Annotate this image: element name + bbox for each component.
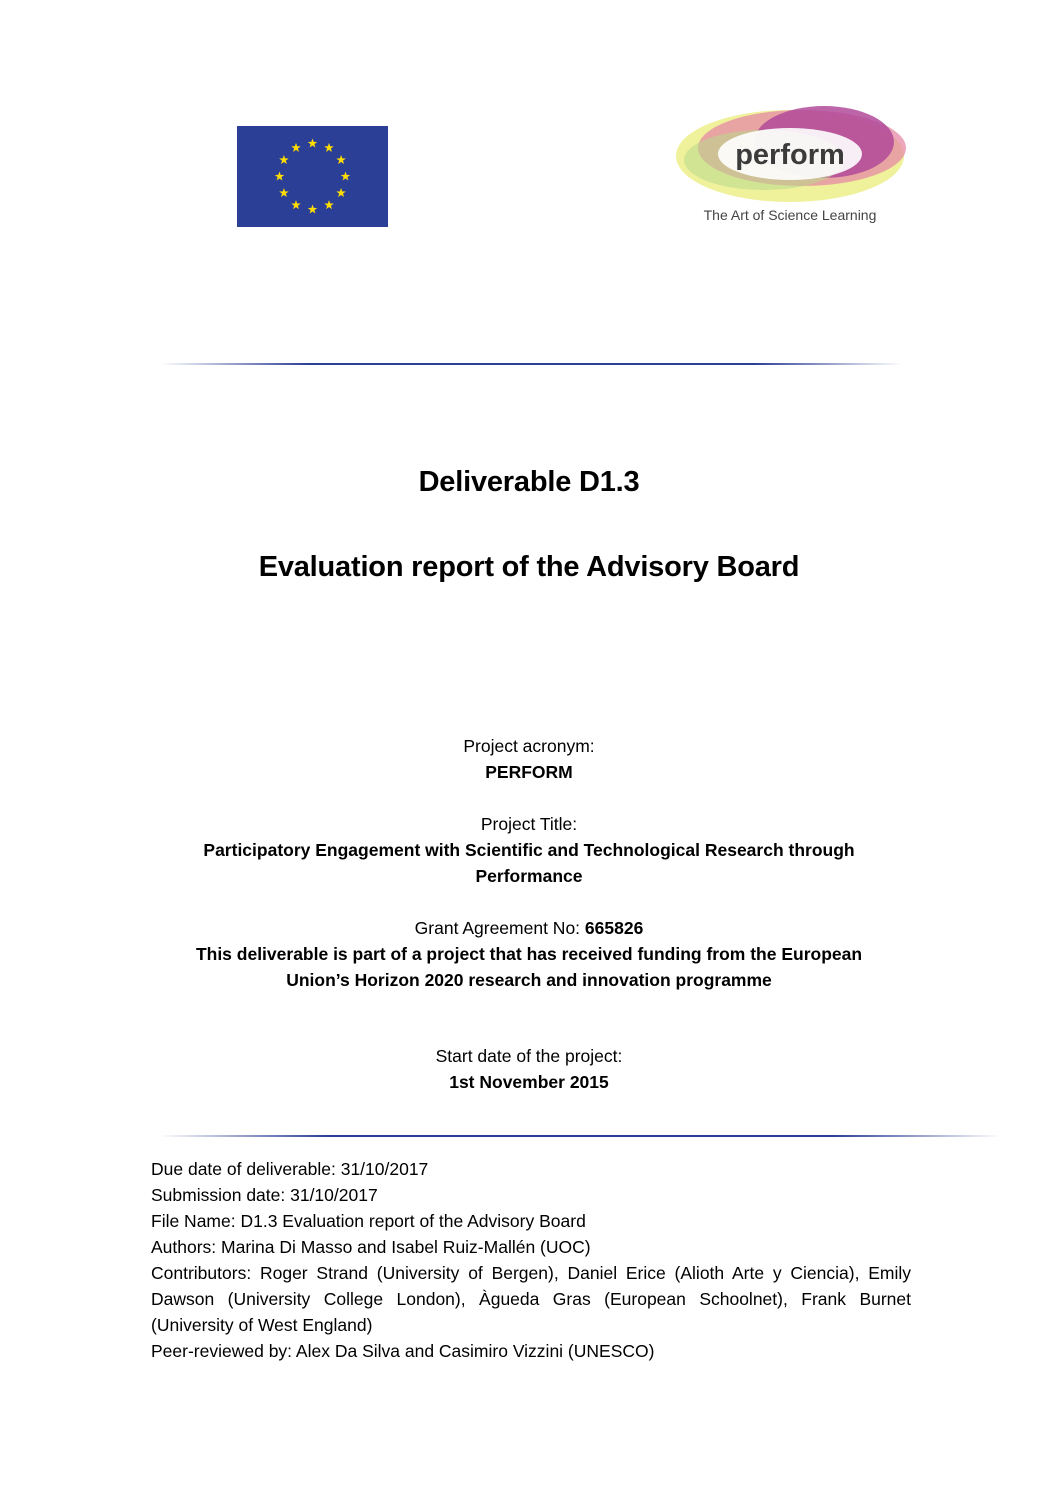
project-title-block bbox=[0, 811, 1058, 889]
deliverable-metadata bbox=[151, 1156, 911, 1364]
peer-reviewed: Peer-reviewed by: Alex Da Silva and Casimiro Vizzini (UNESCO) bbox=[151, 1341, 655, 1361]
project-acronym-block bbox=[0, 733, 1058, 785]
funding-line2: Union’s Horizon 2020 research and innovation programme bbox=[286, 970, 772, 990]
perform-logo bbox=[674, 100, 910, 230]
grant-label: Grant Agreement No: bbox=[414, 918, 585, 938]
project-acronym-label: Project acronym: bbox=[463, 736, 595, 756]
contributors: Contributors: Roger Strand (University of Bergen), Daniel Erice (Alioth Arte y Ciencia), Emily Dawson (University College London), Àgueda Gras (European Schoolnet), Frank Burnet (University of West England) bbox=[151, 1263, 911, 1335]
start-date-label: Start date of the project: bbox=[435, 1046, 623, 1066]
file-name: File Name: D1.3 Evaluation report of the Advisory Board bbox=[151, 1211, 586, 1231]
grant-block bbox=[0, 915, 1058, 993]
grant-number: 665826 bbox=[584, 918, 644, 938]
bottom-divider bbox=[160, 1135, 1000, 1137]
project-title-line2: Performance bbox=[475, 866, 583, 886]
funding-line1: This deliverable is part of a project that has received funding from the European bbox=[195, 944, 863, 964]
eu-flag-logo bbox=[237, 126, 388, 227]
submission-date: Submission date: 31/10/2017 bbox=[151, 1185, 378, 1205]
perform-tagline: The Art of Science Learning bbox=[703, 207, 877, 223]
authors: Authors: Marina Di Masso and Isabel Ruiz-Mallén (UOC) bbox=[151, 1237, 591, 1257]
top-divider bbox=[160, 363, 902, 365]
grant-line bbox=[0, 915, 1058, 941]
project-title-line1: Participatory Engagement with Scientific and Technological Research through bbox=[203, 840, 855, 860]
due-date: Due date of deliverable: 31/10/2017 bbox=[151, 1159, 429, 1179]
perform-wordmark: perform bbox=[735, 139, 845, 171]
start-date: 1st November 2015 bbox=[449, 1072, 609, 1092]
project-title-label: Project Title: bbox=[480, 814, 578, 834]
report-title: Evaluation report of the Advisory Board bbox=[258, 551, 800, 583]
start-date-block bbox=[0, 1043, 1058, 1095]
deliverable-title: Deliverable D1.3 bbox=[418, 466, 640, 498]
project-acronym: PERFORM bbox=[485, 762, 573, 782]
